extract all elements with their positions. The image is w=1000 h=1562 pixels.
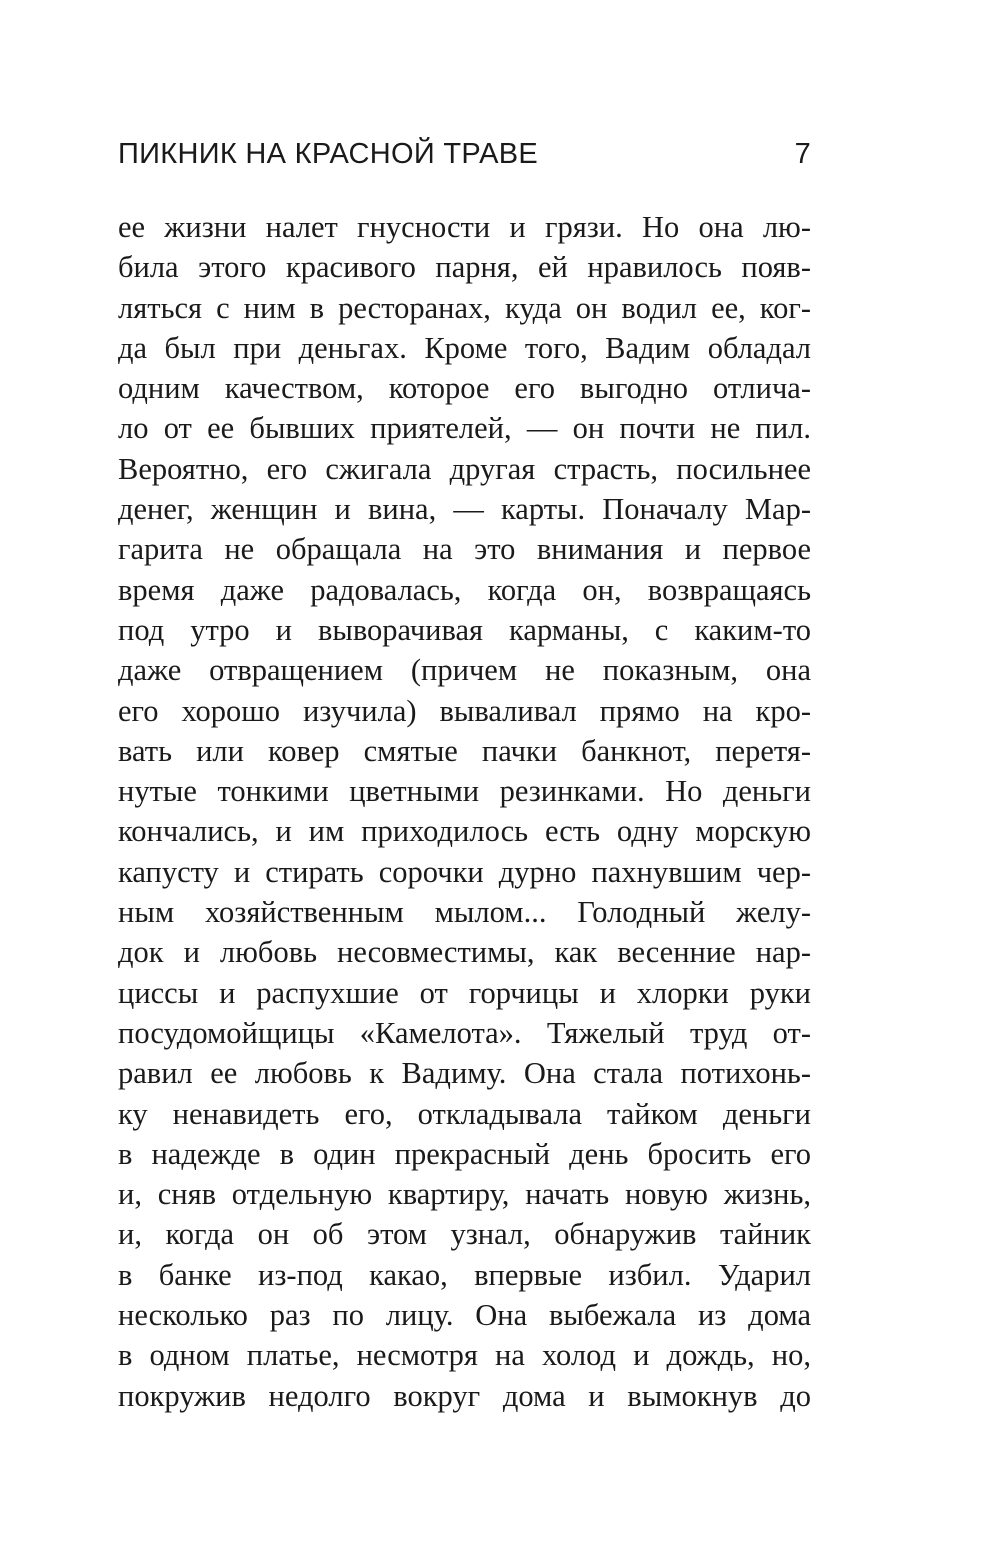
text-line: да был при деньгах. Кроме того, Вадим обладал (118, 330, 811, 365)
text-line: даже отвращением (причем не показным, она (118, 653, 811, 688)
text-line: в надежде в один прекрасный день бросить его (118, 1136, 811, 1171)
text-line: док и любовь несовместимы, как весенние нар- (118, 935, 811, 970)
text-line: несколько раз по лицу. Она выбежала из дома (118, 1298, 811, 1333)
running-head (118, 134, 811, 174)
text-line: в банке из-под какао, впервые избил. Ударил (118, 1257, 811, 1292)
text-line: покружив недолго вокруг дома и вымокнув до (118, 1378, 811, 1413)
body-text (118, 207, 811, 1416)
text-line: и, когда он об этом узнал, обнаружив тайник (118, 1217, 811, 1252)
text-line: и, сняв отдельную квартиру, начать новую жизнь, (118, 1177, 811, 1212)
text-line: под утро и выворачивая карманы, с каким-то (118, 612, 811, 647)
text-line: ло от ее бывших приятелей, — он почти не пил. (118, 411, 811, 446)
text-line: ее жизни налет гнусности и грязи. Но она лю- (118, 210, 811, 244)
text-line: ляться с ним в ресторанах, куда он водил ее, ког- (118, 290, 811, 325)
page-number: 7 (794, 138, 811, 170)
text-line: денег, женщин и вина, — карты. Поначалу Мар- (118, 492, 811, 527)
text-line: била этого красивого парня, ей нравилось появ- (118, 250, 811, 285)
text-line: вать или ковер смятые пачки банкнот, перетя- (118, 733, 811, 768)
text-line: ным хозяйственным мылом... Голодный желу- (118, 895, 811, 930)
text-line: время даже радовалась, когда он, возвращаясь (118, 572, 811, 607)
text-line: гарита не обращала на это внимания и первое (118, 532, 811, 567)
text-line: посудомойщицы «Камелота». Тяжелый труд от- (118, 1015, 811, 1050)
text-line: ку ненавидеть его, откладывала тайком деньги (118, 1096, 811, 1131)
text-line: одним качеством, которое его выгодно отлича- (118, 371, 811, 406)
text-line: равил ее любовь к Вадиму. Она стала потихонь- (118, 1056, 811, 1091)
running-title: ПИКНИК НА КРАСНОЙ ТРАВЕ (118, 138, 539, 170)
text-line: кончались, и им приходилось есть одну морскую (118, 814, 811, 849)
text-line: циссы и распухшие от горчицы и хлорки руки (118, 975, 811, 1010)
text-line: его хорошо изучила) вываливал прямо на кро- (118, 693, 811, 728)
text-line: капусту и стирать сорочки дурно пахнувшим чер- (118, 854, 811, 889)
text-line: нутые тонкими цветными резинками. Но деньги (118, 774, 811, 809)
text-line: в одном платье, несмотря на холод и дождь, но, (118, 1338, 811, 1373)
text-line: Вероятно, его сжигала другая страсть, посильнее (118, 451, 811, 486)
